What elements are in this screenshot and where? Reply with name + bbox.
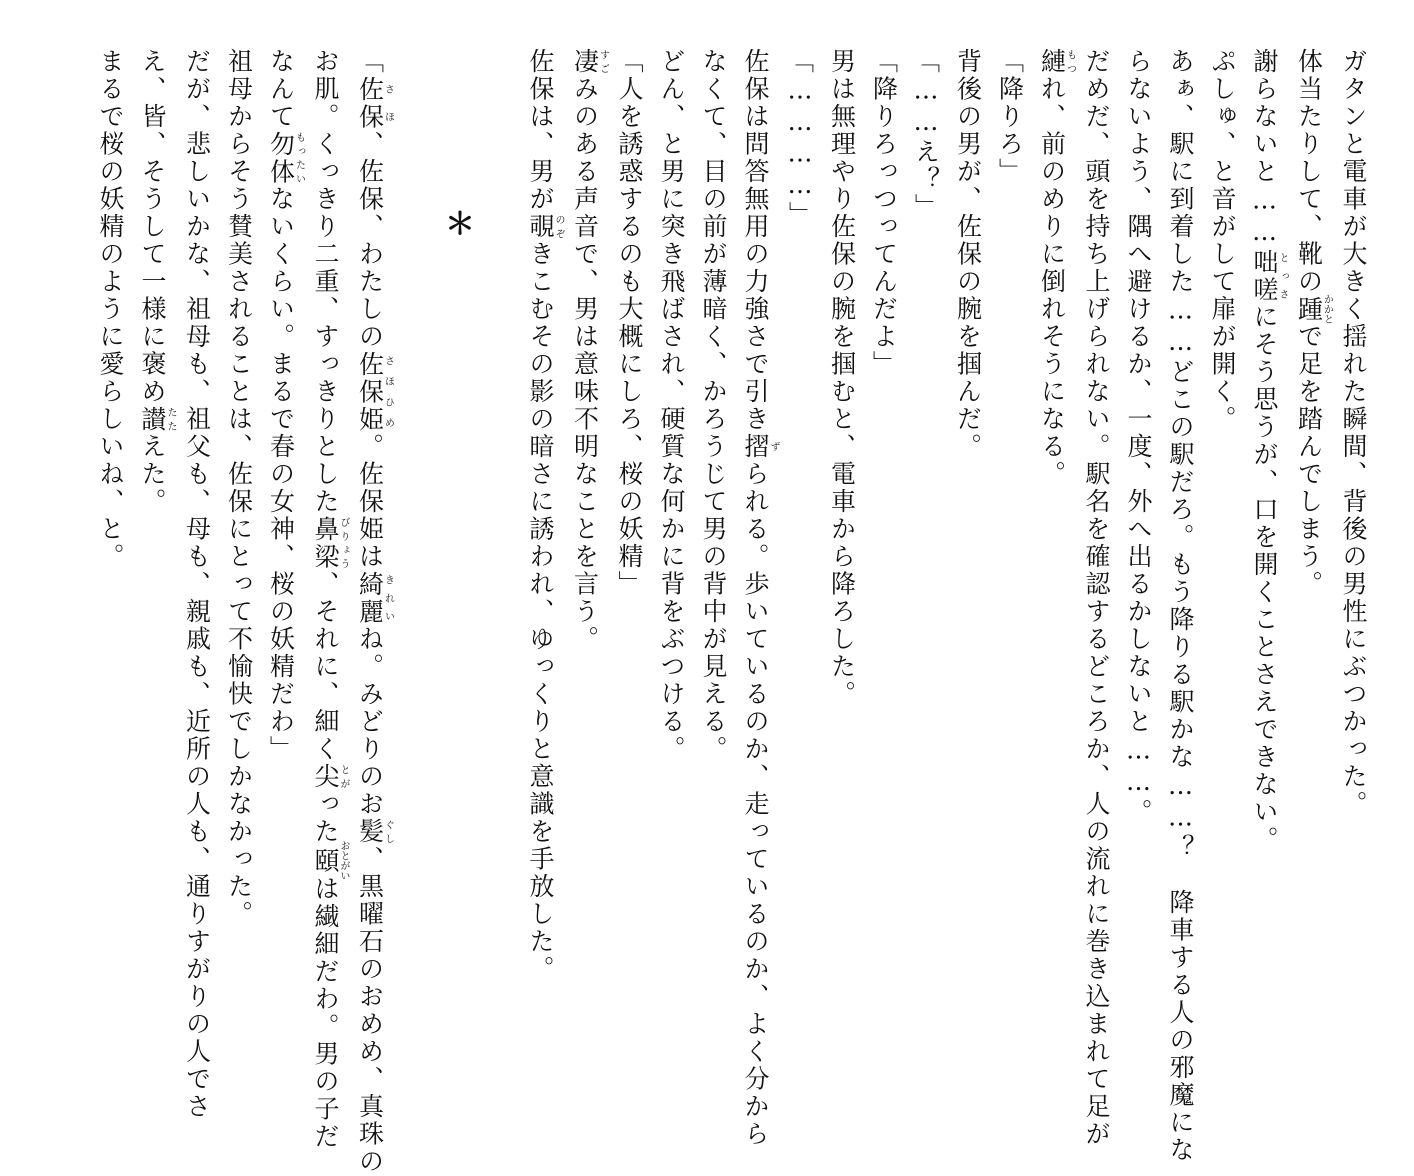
text-line: お肌。くっきり二重、すっきりとした鼻梁びりょう、それに、細く尖とがった頤おとがいは繊細だわ。男の子だ (311, 48, 349, 1151)
text-line: 謝らないと……咄嗟とっさにそう思うが、口を開くことさえできない。 (1250, 48, 1288, 854)
ruby-gushi: ぐし (382, 818, 394, 846)
ruby-tossa: とっさ (1277, 248, 1288, 304)
ruby-saho: さほ (382, 75, 394, 131)
ruby-mottai: もったい (293, 130, 305, 186)
ruby-motsu: もつ (1064, 48, 1076, 76)
text-line: あぁ、駅に到着した……どこの駅だろ。もう降りる駅かな……？ 降車する人の邪魔にな (1166, 48, 1195, 1164)
ruby-sahohime: さほひめ (382, 350, 394, 433)
text-line: なんて勿体もったいないくらい。まるで春の女神、桜の妖精だわ」 (266, 48, 305, 763)
text-line: 佐保は問答無用の力強さで引き摺ずられる。歩いているのか、走っているのか、よく分から (741, 48, 779, 1148)
blank-line (393, 48, 435, 49)
text-line: 背後の男が、佐保の腕を掴んだ。 (953, 48, 983, 461)
text-line: らないよう、隅へ避けるか、一度、外へ出るかしないと……。 (1124, 48, 1153, 826)
text-line: まるで桜の妖精のように愛らしいね、と。 (96, 48, 125, 571)
text-line: どん、と男に突き飛ばされ、硬質な何かに背をぶつける。 (657, 48, 686, 763)
text-line: 佐保は、男が覗のぞきこむその影の暗さに誘われ、ゆっくりと意識を手放した。 (526, 48, 564, 983)
ruby-otogai: おとがい (338, 840, 349, 881)
vertical-text-body (89, 48, 1374, 1176)
text-line: 「……え？」 (911, 48, 941, 221)
text-line: 「…………」 (785, 48, 815, 229)
text-line: 男は無理やり佐保の腕を掴むと、電車から降ろした。 (827, 48, 857, 708)
ruby-zu: ず (768, 433, 779, 461)
text-line: 「降りろ」 (995, 48, 1025, 186)
ruby-tata: たた (165, 405, 176, 433)
text-line: だめだ、頭を持ち上げられない。駅名を確認するどころか、人の流れに巻き込まれて足が (1082, 48, 1111, 1148)
text-line: だが、悲しいかな、祖母も、祖父も、母も、親戚も、近所の人も、通りすがりの人でさ (182, 48, 212, 1121)
text-line: なくて、目の前が薄暗く、かろうじて男の背中が見える。 (699, 48, 728, 763)
text-line: 「降りろっつってんだよ」 (869, 48, 899, 378)
ruby-nozo: のぞ (553, 213, 564, 241)
blank-line (477, 48, 519, 49)
text-line: ぷしゅ、と音がして扉が開く。 (1208, 48, 1237, 433)
section-divider-asterisk: ＊ (439, 208, 474, 241)
text-line: 「人を誘惑するのも大概にしろ、桜の妖精」 (615, 48, 644, 598)
ruby-sugo: すご (597, 48, 609, 76)
ruby-toga: とが (338, 763, 349, 791)
ruby-kakato: かかと (1321, 294, 1333, 325)
text-line: 「佐保さほ、佐保、わたしの佐保姫さほひめ。佐保姫は綺麗きれいね。みどりのお髪ぐし、黒曜石のおめめ、真珠の (355, 48, 394, 1176)
text-line: 祖母からそう賛美されることは、佐保にとって不愉快でしかなかった。 (224, 48, 254, 928)
text-line: 凄すごみのある声音で、男は意味不明なことを言う。 (570, 48, 609, 653)
text-line: え、皆、そうして一様に褒め讃たたえた。 (138, 48, 176, 516)
text-line: ガタンと電車が大きく揺れた瞬間、背後の男性にぶつかった。 (1339, 48, 1368, 818)
text-line: 縺もつれ、前のめりに倒れそうになる。 (1037, 48, 1076, 488)
text-line: 体当たりして、靴の踵かかとで足を踏んでしまう。 (1294, 48, 1333, 598)
ruby-biryou: びりょう (338, 515, 349, 571)
ruby-kirei: きれい (382, 570, 394, 626)
